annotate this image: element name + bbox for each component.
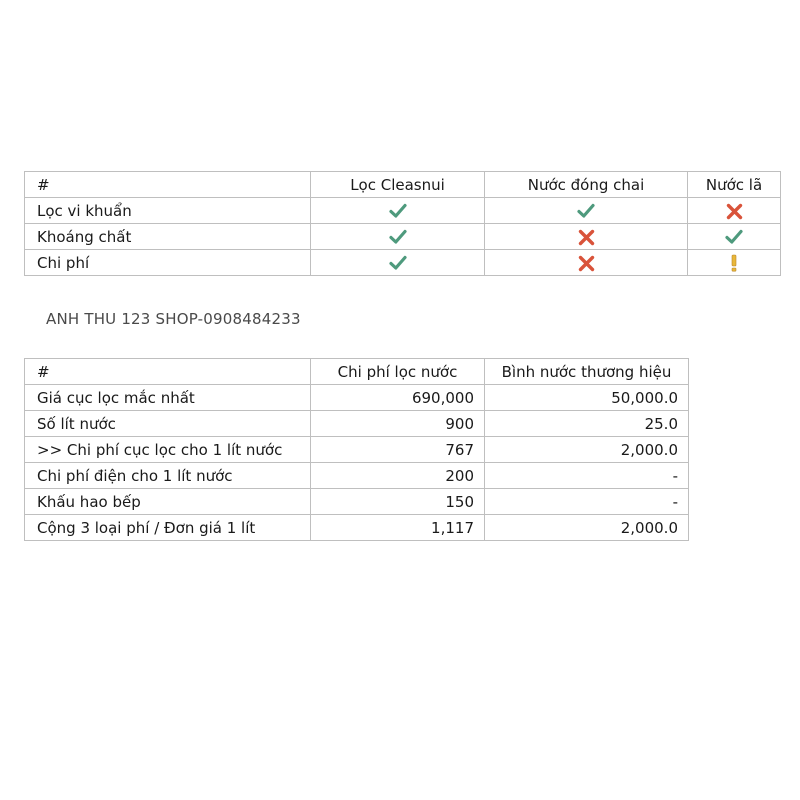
row-label: Cộng 3 loại phí / Đơn giá 1 lít <box>25 515 311 541</box>
filter-cost-value: 1,117 <box>311 515 485 541</box>
filter-cost-value: 690,000 <box>311 385 485 411</box>
warning-icon <box>688 250 781 276</box>
cost-header-index: # <box>25 359 311 385</box>
check-icon <box>311 224 485 250</box>
filter-cost-value: 150 <box>311 489 485 515</box>
check-icon <box>311 250 485 276</box>
filter-cost-value: 900 <box>311 411 485 437</box>
cost-header-filter: Chi phí lọc nước <box>311 359 485 385</box>
cross-icon <box>485 224 688 250</box>
brand-cost-value: - <box>485 489 689 515</box>
brand-cost-value: 2,000.0 <box>485 437 689 463</box>
table-row <box>25 224 781 250</box>
shop-label: ANH THU 123 SHOP-0908484233 <box>46 310 301 328</box>
table-row <box>25 411 689 437</box>
filter-cost-value: 200 <box>311 463 485 489</box>
row-label: Chi phí điện cho 1 lít nước <box>25 463 311 489</box>
brand-cost-value: - <box>485 463 689 489</box>
table-row <box>25 463 689 489</box>
table-row <box>25 437 689 463</box>
brand-cost-value: 25.0 <box>485 411 689 437</box>
comparison-header-tap: Nước lã <box>688 172 781 198</box>
cost-header-row <box>25 359 689 385</box>
filter-cost-value: 767 <box>311 437 485 463</box>
cross-icon <box>485 250 688 276</box>
check-icon <box>688 224 781 250</box>
comparison-header-index: # <box>25 172 311 198</box>
row-label: >> Chi phí cục lọc cho 1 lít nước <box>25 437 311 463</box>
table-row <box>25 489 689 515</box>
row-label: Số lít nước <box>25 411 311 437</box>
cost-table <box>24 358 689 541</box>
cost-header-brand: Bình nước thương hiệu <box>485 359 689 385</box>
table-row <box>25 385 689 411</box>
comparison-header-filter: Lọc Cleasnui <box>311 172 485 198</box>
row-label: Giá cục lọc mắc nhất <box>25 385 311 411</box>
cross-icon <box>688 198 781 224</box>
row-label: Lọc vi khuẩn <box>25 198 311 224</box>
row-label: Chi phí <box>25 250 311 276</box>
table-row <box>25 198 781 224</box>
check-icon <box>311 198 485 224</box>
row-label: Khấu hao bếp <box>25 489 311 515</box>
table-row <box>25 515 689 541</box>
brand-cost-value: 2,000.0 <box>485 515 689 541</box>
brand-cost-value: 50,000.0 <box>485 385 689 411</box>
check-icon <box>485 198 688 224</box>
comparison-header-row <box>25 172 781 198</box>
row-label: Khoáng chất <box>25 224 311 250</box>
comparison-table <box>24 171 781 276</box>
table-row <box>25 250 781 276</box>
comparison-header-bottled: Nước đóng chai <box>485 172 688 198</box>
